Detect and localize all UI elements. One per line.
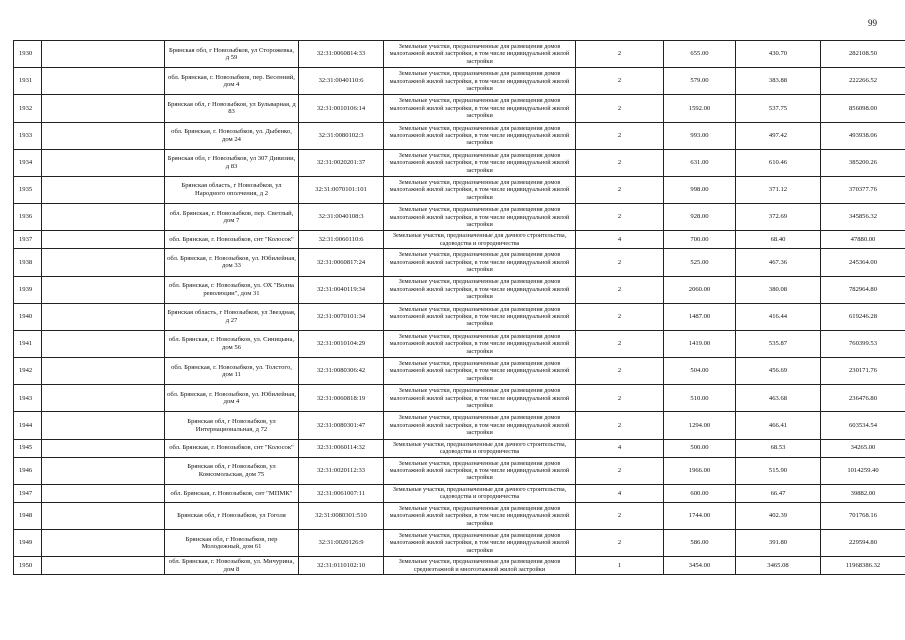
- specific-value: 467.36: [736, 249, 821, 276]
- address: обл. Брянская, г. Новозыбков, пер. Светлый, дом 7: [165, 204, 299, 231]
- use-group: 2: [576, 412, 664, 439]
- table-row: [14, 276, 905, 303]
- land-use-purpose: Земельные участки, предназначенные для размещения домов малоэтажной жилой застройки, в том числе индивидуальной жилой застройки: [384, 303, 576, 330]
- record-number: 1944: [14, 412, 42, 439]
- cadastral-value: 856098.00: [821, 95, 905, 122]
- record-number: 1950: [14, 557, 42, 575]
- record-number: 1949: [14, 530, 42, 557]
- record-number: 1941: [14, 330, 42, 357]
- record-number: 1933: [14, 122, 42, 149]
- cadastral-value: 760399.53: [821, 330, 905, 357]
- use-group: 4: [576, 231, 664, 249]
- address: обл. Брянская, г. Новозыбков, ул. Юбилейная, дом 33: [165, 249, 299, 276]
- cadastral-number: 32:31:0060818:19: [299, 385, 384, 412]
- table-row: [14, 303, 905, 330]
- land-area: 655.00: [664, 41, 736, 68]
- use-group: 4: [576, 484, 664, 502]
- blank-cell: [42, 303, 165, 330]
- address: Брянская обл, г Новозыбков, пер Молодежный, дом 61: [165, 530, 299, 557]
- specific-value: 430.70: [736, 41, 821, 68]
- address: Брянская обл, г Новозыбков, ул Сторожевка, д 59: [165, 41, 299, 68]
- use-group: 2: [576, 385, 664, 412]
- table-row: [14, 557, 905, 575]
- blank-cell: [42, 457, 165, 484]
- specific-value: 497.42: [736, 122, 821, 149]
- blank-cell: [42, 412, 165, 439]
- use-group: 2: [576, 330, 664, 357]
- cadastral-number: 32:31:0110102:10: [299, 557, 384, 575]
- specific-value: 610.46: [736, 149, 821, 176]
- land-use-purpose: Земельные участки, предназначенные для размещения домов среднеэтажной и многоэтажной жилой застройки: [384, 557, 576, 575]
- blank-cell: [42, 149, 165, 176]
- address: обл. Брянская, г. Новозыбков, ул. Синицына, дом 56: [165, 330, 299, 357]
- record-number: 1943: [14, 385, 42, 412]
- blank-cell: [42, 204, 165, 231]
- address: Брянская область, г Новозыбков, ул Звездная, д 27: [165, 303, 299, 330]
- blank-cell: [42, 231, 165, 249]
- cadastral-number: 32:31:0080306:42: [299, 358, 384, 385]
- cadastral-number: 32:31:0040110:6: [299, 68, 384, 95]
- address: Брянская область, г Новозыбков, ул Народного ополчения, д 2: [165, 176, 299, 203]
- address: обл. Брянская, г. Новозыбков, ул. Мичурина, дом 8: [165, 557, 299, 575]
- table-row: [14, 249, 905, 276]
- cadastral-number: 32:31:0060817:24: [299, 249, 384, 276]
- cadastral-value: 782964.80: [821, 276, 905, 303]
- cadastral-value: 345856.32: [821, 204, 905, 231]
- use-group: 2: [576, 41, 664, 68]
- record-number: 1936: [14, 204, 42, 231]
- blank-cell: [42, 439, 165, 457]
- land-area: 1592.00: [664, 95, 736, 122]
- record-number: 1942: [14, 358, 42, 385]
- land-area: 600.00: [664, 484, 736, 502]
- table-row: [14, 68, 905, 95]
- record-number: 1940: [14, 303, 42, 330]
- land-use-purpose: Земельные участки, предназначенные для размещения домов малоэтажной жилой застройки, в том числе индивидуальной жилой застройки: [384, 385, 576, 412]
- specific-value: 416.44: [736, 303, 821, 330]
- specific-value: 3465.08: [736, 557, 821, 575]
- blank-cell: [42, 557, 165, 575]
- record-number: 1931: [14, 68, 42, 95]
- table-row: [14, 204, 905, 231]
- land-use-purpose: Земельные участки, предназначенные для размещения домов малоэтажной жилой застройки, в том числе индивидуальной жилой застройки: [384, 176, 576, 203]
- cadastral-number: 32:31:0010106:14: [299, 95, 384, 122]
- address: Брянская обл, г Новозыбков, ул 307 Дивизии, д 83: [165, 149, 299, 176]
- land-use-purpose: Земельные участки, предназначенные для размещения домов малоэтажной жилой застройки, в том числе индивидуальной жилой застройки: [384, 95, 576, 122]
- address: обл. Брянская, г. Новозыбков, снт "Колосок": [165, 231, 299, 249]
- page-number: 99: [868, 18, 877, 28]
- cadastral-value: 47880.00: [821, 231, 905, 249]
- specific-value: 68.53: [736, 439, 821, 457]
- table-row: [14, 149, 905, 176]
- address: Брянская обл, г Новозыбков, ул Бульварная, д 83: [165, 95, 299, 122]
- land-area: 993.00: [664, 122, 736, 149]
- address: Брянская обл, г Новозыбков, ул Интернациональная, д 72: [165, 412, 299, 439]
- record-number: 1938: [14, 249, 42, 276]
- cadastral-number: 32:31:0080301:47: [299, 412, 384, 439]
- specific-value: 535.87: [736, 330, 821, 357]
- land-area: 2060.00: [664, 276, 736, 303]
- cadastral-value: 222266.52: [821, 68, 905, 95]
- cadastral-number: 32:31:0040108:3: [299, 204, 384, 231]
- land-area: 928.00: [664, 204, 736, 231]
- land-use-purpose: Земельные участки, предназначенные для размещения домов малоэтажной жилой застройки, в том числе индивидуальной жилой застройки: [384, 358, 576, 385]
- record-number: 1946: [14, 457, 42, 484]
- land-area: 586.00: [664, 530, 736, 557]
- blank-cell: [42, 276, 165, 303]
- use-group: 2: [576, 502, 664, 529]
- cadastral-value: 1014259.40: [821, 457, 905, 484]
- cadastral-value: 230171.76: [821, 358, 905, 385]
- land-use-purpose: Земельные участки, предназначенные для размещения домов малоэтажной жилой застройки, в том числе индивидуальной жилой застройки: [384, 149, 576, 176]
- cadastral-number: 32:31:0020201:37: [299, 149, 384, 176]
- use-group: 4: [576, 439, 664, 457]
- record-number: 1930: [14, 41, 42, 68]
- address: Брянская обл, г Новозыбков, ул Гоголя: [165, 502, 299, 529]
- land-use-purpose: Земельные участки, предназначенные для размещения домов малоэтажной жилой застройки, в том числе индивидуальной жилой застройки: [384, 530, 576, 557]
- record-number: 1939: [14, 276, 42, 303]
- land-use-purpose: Земельные участки, предназначенные для размещения домов малоэтажной жилой застройки, в том числе индивидуальной жилой застройки: [384, 276, 576, 303]
- cadastral-value: 245364.00: [821, 249, 905, 276]
- cadastral-value: 39882.00: [821, 484, 905, 502]
- land-use-purpose: Земельные участки, предназначенные для дачного строительства, садоводства и огородничества: [384, 484, 576, 502]
- table-row: [14, 385, 905, 412]
- address: обл. Брянская, г. Новозыбков, ул. Дыбенко, дом 24: [165, 122, 299, 149]
- specific-value: 380.08: [736, 276, 821, 303]
- cadastral-number: 32:31:0060114:32: [299, 439, 384, 457]
- specific-value: 466.41: [736, 412, 821, 439]
- use-group: 2: [576, 204, 664, 231]
- blank-cell: [42, 330, 165, 357]
- cadastral-value: 229594.80: [821, 530, 905, 557]
- cadastral-value: 701768.16: [821, 502, 905, 529]
- land-area: 525.00: [664, 249, 736, 276]
- cadastral-value: 385200.26: [821, 149, 905, 176]
- use-group: 2: [576, 249, 664, 276]
- blank-cell: [42, 41, 165, 68]
- cadastral-value: 603534.54: [821, 412, 905, 439]
- cadastral-number: 32:31:0010104:29: [299, 330, 384, 357]
- specific-value: 456.69: [736, 358, 821, 385]
- address: обл. Брянская, г. Новозыбков, ул. Толстого, дом 11: [165, 358, 299, 385]
- land-area: 504.00: [664, 358, 736, 385]
- use-group: 2: [576, 95, 664, 122]
- table-row: [14, 502, 905, 529]
- land-area: 3454.00: [664, 557, 736, 575]
- land-use-purpose: Земельные участки, предназначенные для размещения домов малоэтажной жилой застройки, в том числе индивидуальной жилой застройки: [384, 412, 576, 439]
- land-area: 510.00: [664, 385, 736, 412]
- cadastral-valuation-table: [13, 40, 905, 575]
- use-group: 2: [576, 530, 664, 557]
- record-number: 1945: [14, 439, 42, 457]
- cadastral-value: 282108.50: [821, 41, 905, 68]
- land-area: 1487.00: [664, 303, 736, 330]
- address: обл. Брянская, г. Новозыбков, снт "МПМК": [165, 484, 299, 502]
- use-group: 1: [576, 557, 664, 575]
- land-use-purpose: Земельные участки, предназначенные для размещения домов малоэтажной жилой застройки, в том числе индивидуальной жилой застройки: [384, 330, 576, 357]
- blank-cell: [42, 530, 165, 557]
- table-row: [14, 358, 905, 385]
- blank-cell: [42, 95, 165, 122]
- cadastral-value: 619246.28: [821, 303, 905, 330]
- land-area: 1294.00: [664, 412, 736, 439]
- cadastral-number: 32:31:0080301:510: [299, 502, 384, 529]
- land-area: 500.00: [664, 439, 736, 457]
- land-area: 998.00: [664, 176, 736, 203]
- specific-value: 537.75: [736, 95, 821, 122]
- blank-cell: [42, 122, 165, 149]
- table-row: [14, 176, 905, 203]
- blank-cell: [42, 358, 165, 385]
- land-use-purpose: Земельные участки, предназначенные для дачного строительства, садоводства и огородничества: [384, 439, 576, 457]
- use-group: 2: [576, 457, 664, 484]
- record-number: 1937: [14, 231, 42, 249]
- land-area: 700.00: [664, 231, 736, 249]
- record-number: 1948: [14, 502, 42, 529]
- land-use-purpose: Земельные участки, предназначенные для размещения домов малоэтажной жилой застройки, в том числе индивидуальной жилой застройки: [384, 457, 576, 484]
- cadastral-value: 34265.00: [821, 439, 905, 457]
- cadastral-value: 370377.76: [821, 176, 905, 203]
- use-group: 2: [576, 122, 664, 149]
- record-number: 1934: [14, 149, 42, 176]
- use-group: 2: [576, 149, 664, 176]
- address: обл. Брянская, г. Новозыбков, ул. ОХ "Волна революции", дом 31: [165, 276, 299, 303]
- land-use-purpose: Земельные участки, предназначенные для размещения домов малоэтажной жилой застройки, в том числе индивидуальной жилой застройки: [384, 249, 576, 276]
- cadastral-number: 32:31:0060110:6: [299, 231, 384, 249]
- table-row: [14, 439, 905, 457]
- specific-value: 402.39: [736, 502, 821, 529]
- address: Брянская обл, г Новозыбков, ул Комсомольская, дом 75: [165, 457, 299, 484]
- record-number: 1932: [14, 95, 42, 122]
- address: обл. Брянская, г. Новозыбков, снт "Колосок": [165, 439, 299, 457]
- specific-value: 372.69: [736, 204, 821, 231]
- land-use-purpose: Земельные участки, предназначенные для дачного строительства, садоводства и огородничества: [384, 231, 576, 249]
- land-area: 1744.00: [664, 502, 736, 529]
- table-row: [14, 412, 905, 439]
- use-group: 2: [576, 358, 664, 385]
- address: обл. Брянская, г. Новозыбков, пер. Весенний, дом 4: [165, 68, 299, 95]
- table-row: [14, 330, 905, 357]
- specific-value: 68.40: [736, 231, 821, 249]
- land-use-purpose: Земельные участки, предназначенные для размещения домов малоэтажной жилой застройки, в том числе индивидуальной жилой застройки: [384, 204, 576, 231]
- specific-value: 383.88: [736, 68, 821, 95]
- blank-cell: [42, 385, 165, 412]
- table-row: [14, 530, 905, 557]
- land-area: 579.00: [664, 68, 736, 95]
- cadastral-number: 32:31:0020126:9: [299, 530, 384, 557]
- blank-cell: [42, 249, 165, 276]
- table-row: [14, 457, 905, 484]
- blank-cell: [42, 68, 165, 95]
- record-number: 1935: [14, 176, 42, 203]
- table-row: [14, 95, 905, 122]
- land-area: 1966.00: [664, 457, 736, 484]
- cadastral-number: 32:31:0060814:33: [299, 41, 384, 68]
- address: обл. Брянская, г. Новозыбков, ул. Юбилейная, дом 4: [165, 385, 299, 412]
- specific-value: 371.12: [736, 176, 821, 203]
- use-group: 2: [576, 276, 664, 303]
- blank-cell: [42, 502, 165, 529]
- land-use-purpose: Земельные участки, предназначенные для размещения домов малоэтажной жилой застройки, в том числе индивидуальной жилой застройки: [384, 122, 576, 149]
- cadastral-value: 11968386.32: [821, 557, 905, 575]
- blank-cell: [42, 176, 165, 203]
- blank-cell: [42, 484, 165, 502]
- cadastral-value: 236476.80: [821, 385, 905, 412]
- land-area: 631.00: [664, 149, 736, 176]
- table-row: [14, 231, 905, 249]
- record-number: 1947: [14, 484, 42, 502]
- cadastral-number: 32:31:0061007:11: [299, 484, 384, 502]
- table-row: [14, 41, 905, 68]
- cadastral-number: 32:31:0040119:34: [299, 276, 384, 303]
- land-use-purpose: Земельные участки, предназначенные для размещения домов малоэтажной жилой застройки, в том числе индивидуальной жилой застройки: [384, 502, 576, 529]
- cadastral-number: 32:31:0020112:33: [299, 457, 384, 484]
- specific-value: 391.80: [736, 530, 821, 557]
- specific-value: 463.68: [736, 385, 821, 412]
- land-use-purpose: Земельные участки, предназначенные для размещения домов малоэтажной жилой застройки, в том числе индивидуальной жилой застройки: [384, 68, 576, 95]
- specific-value: 66.47: [736, 484, 821, 502]
- use-group: 2: [576, 176, 664, 203]
- use-group: 2: [576, 303, 664, 330]
- cadastral-number: 32:31:0070101:101: [299, 176, 384, 203]
- specific-value: 515.90: [736, 457, 821, 484]
- cadastral-value: 493938.06: [821, 122, 905, 149]
- cadastral-number: 32:31:0080102:3: [299, 122, 384, 149]
- cadastral-number: 32:31:0070101:34: [299, 303, 384, 330]
- table-row: [14, 122, 905, 149]
- land-use-purpose: Земельные участки, предназначенные для размещения домов малоэтажной жилой застройки, в том числе индивидуальной жилой застройки: [384, 41, 576, 68]
- land-area: 1419.00: [664, 330, 736, 357]
- use-group: 2: [576, 68, 664, 95]
- table-row: [14, 484, 905, 502]
